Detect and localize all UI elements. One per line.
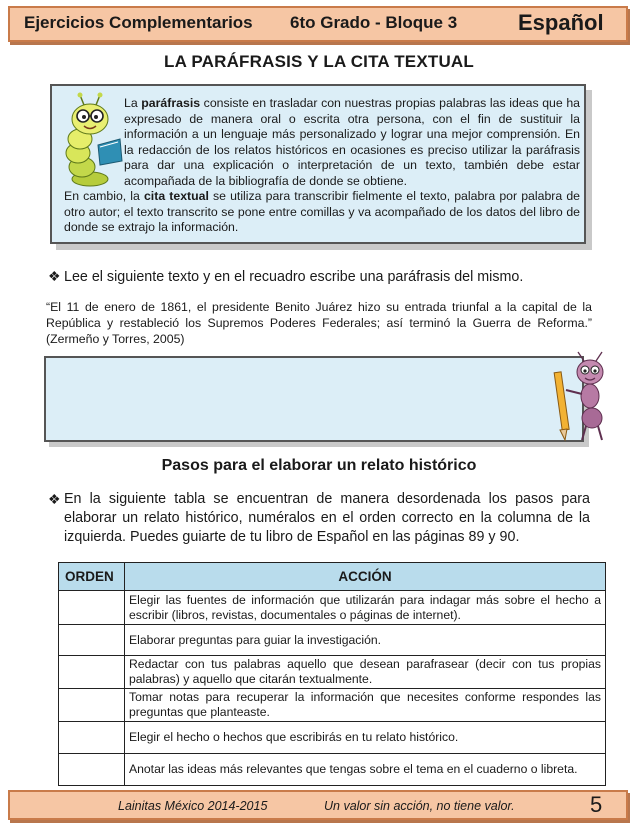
ant-with-pencil-illustration-icon: [552, 350, 616, 442]
order-input-cell[interactable]: [59, 689, 125, 722]
action-cell: Elaborar preguntas para guiar la investigación.: [125, 625, 606, 656]
intro-p1-rest: consiste en trasladar con nuestras propias palabras las ideas que ha expresado de manera oral o escrita otra persona, con el fin de sustituir la información a un lenguaje más personalizado y lograr una mejor comprensión. En la redacción de los relatos históricos en ocasiones es preciso utilizar la paráfrasis para dar una explicación o interpretación de un texto, también debe estar acompañada de la bibliografía de donde se obtiene.: [124, 96, 580, 188]
action-cell: Elegir el hecho o hechos que escribirás en tu relato histórico.: [125, 722, 606, 754]
footer-bar: [8, 790, 628, 820]
order-input-cell[interactable]: [59, 754, 125, 786]
column-header-action: ACCIÓN: [125, 563, 606, 591]
historical-quote: “El 11 de enero de 1861, el presidente Benito Juárez hizo su entrada triunfal a la capital de la República y restableció los Supremos Poderes Federales; así terminó la Guerra de Reforma.” (Zermeño y Torres, 2005): [46, 300, 592, 346]
intro-p1-pre: La: [124, 96, 142, 110]
table-row: [59, 754, 606, 786]
action-cell: Elegir las fuentes de información que utilizarán para indagar más sobre el hecho a escribir (libros, revistas, documentales o páginas de internet).: [125, 591, 606, 625]
table-row: [59, 625, 606, 656]
intro-citation-definition: [64, 189, 580, 236]
footer-motto: Un valor sin acción, no tiene valor.: [324, 799, 515, 813]
action-cell: Redactar con tus palabras aquello que desean parafrasear (decir con tus propias palabras) y aquello que citarán textualmente.: [125, 656, 606, 689]
bookworm-illustration-icon: [60, 91, 132, 187]
header-bar: [8, 6, 628, 42]
column-header-order: ORDEN: [59, 563, 125, 591]
intro-paraphrase-definition: [124, 96, 580, 190]
order-input-cell[interactable]: [59, 625, 125, 656]
intro-term-citation: cita textual: [143, 189, 209, 203]
diamond-bullet-icon: ❖: [48, 268, 61, 284]
table-row: [59, 722, 606, 754]
action-cell: Tomar notas para recuperar la información que necesites conforme respondes las preguntas que planteaste.: [125, 689, 606, 722]
page-title: LA PARÁFRASIS Y LA CITA TEXTUAL: [163, 52, 474, 71]
intro-term-paraphrase: paráfrasis: [141, 96, 201, 110]
intro-p2-pre: En cambio, la: [64, 189, 144, 203]
order-input-cell[interactable]: [59, 722, 125, 754]
intro-p2-rest: se utiliza para transcribir fielmente el texto, palabra por palabra de otro autor; el texto transcrito se pone entre comillas y va acompañado de los datos del libro de donde se extrajo la información.: [64, 189, 580, 235]
paraphrase-answer-box[interactable]: [44, 356, 584, 442]
diamond-bullet-icon: ❖: [48, 491, 61, 507]
instruction-order-steps: En la siguiente tabla se encuentran de manera desordenada los pasos para elaborar un relato histórico, numéralos en el orden correcto en la columna de la izquierda. Puedes guiarte de tu libro de Español en las páginas 89 y 90.: [64, 491, 590, 545]
page-number: 5: [590, 792, 603, 817]
table-header-row: [59, 563, 606, 591]
section-title: Pasos para el elaborar un relato histórico: [161, 457, 477, 474]
steps-table: [58, 562, 606, 786]
header-series-title: Ejercicios Complementarios: [24, 13, 253, 32]
action-cell: Anotar las ideas más relevantes que tengas sobre el tema en el cuaderno o libreta.: [125, 754, 606, 786]
table-row: [59, 689, 606, 722]
instruction-paraphrase: Lee el siguiente texto y en el recuadro escribe una paráfrasis del mismo.: [64, 269, 524, 285]
header-grade-block: 6to Grado - Bloque 3: [290, 13, 458, 32]
footer-credit: Lainitas México 2014-2015: [118, 799, 268, 813]
order-input-cell[interactable]: [59, 656, 125, 689]
header-subject: Español: [518, 10, 604, 35]
table-row: [59, 656, 606, 689]
table-row: [59, 591, 606, 625]
order-input-cell[interactable]: [59, 591, 125, 625]
